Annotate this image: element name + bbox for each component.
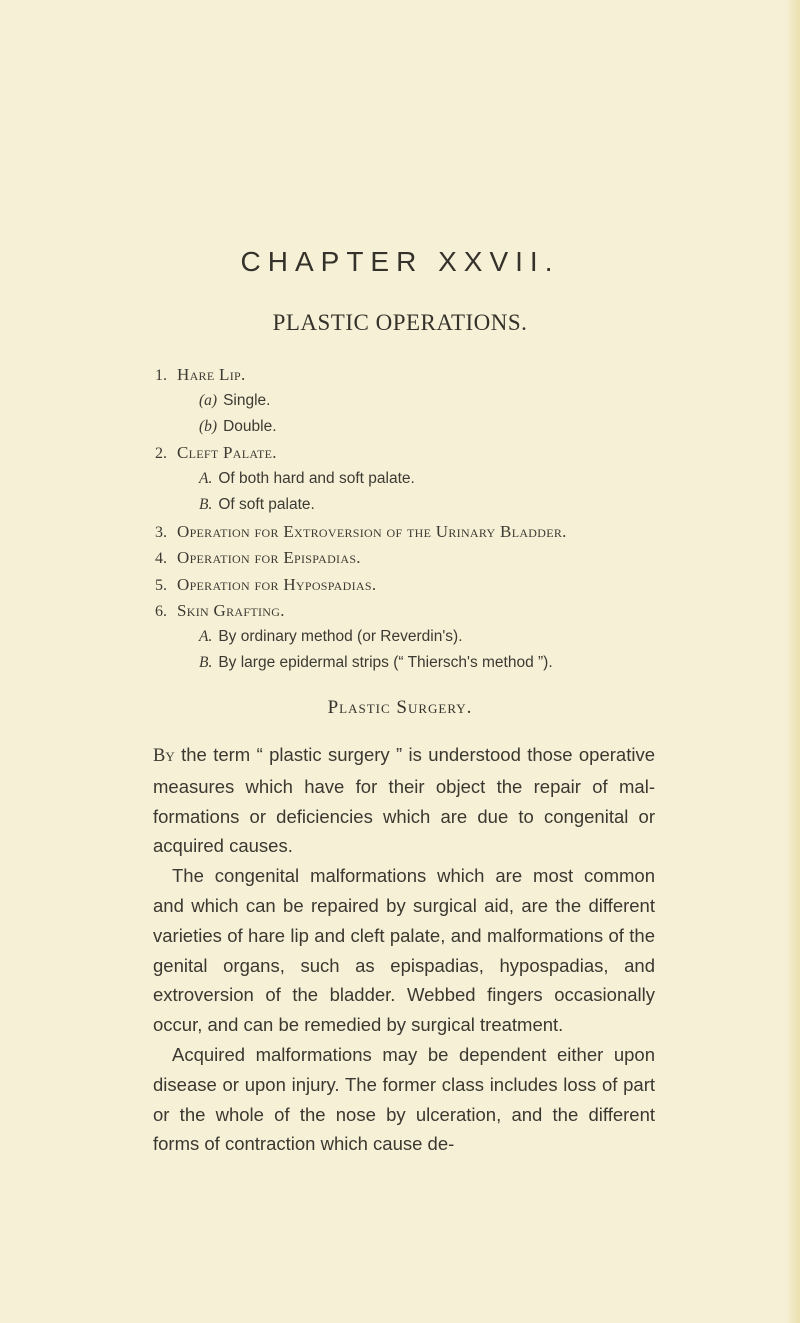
item-label: Skin Grafting. xyxy=(177,601,285,620)
subitem-text: By large epidermal strips (“ Thiersch's method ”). xyxy=(218,654,553,671)
item-number: 1. xyxy=(155,367,167,384)
item-label: Operation for Epispadias. xyxy=(177,548,361,567)
subitem-mark: A. xyxy=(199,628,213,645)
item-number: 3. xyxy=(155,524,167,541)
page-edge xyxy=(786,0,800,1323)
item-label: Cleft Palate. xyxy=(177,443,277,462)
subitem-mark: B. xyxy=(199,654,213,671)
chapter-title: PLASTIC OPERATIONS. xyxy=(272,310,528,335)
chapter-heading: CHAPTER XXVII. xyxy=(240,246,560,277)
item-number: 6. xyxy=(155,603,167,620)
subitem-mark: A. xyxy=(199,470,213,487)
body-text xyxy=(153,740,655,1159)
contents-item xyxy=(155,598,285,624)
subitem-mark: (b) xyxy=(199,418,218,435)
contents-subitem xyxy=(199,466,415,492)
item-number: 2. xyxy=(155,445,167,462)
contents-subitem xyxy=(199,650,553,676)
contents-item xyxy=(155,572,376,598)
contents-item xyxy=(155,545,361,571)
subitem-mark: B. xyxy=(199,496,213,513)
section-heading: Plastic Surgery. xyxy=(327,697,473,718)
contents-subitem xyxy=(199,492,315,518)
item-label: Operation for Extroversion of the Urinary Bladder. xyxy=(177,522,567,541)
item-number: 5. xyxy=(155,577,167,594)
contents-item xyxy=(155,519,567,545)
paragraph: The congenital malformations which are most common and which can be repaired by surgical aid, are the different varieties of hare lip and cleft palate, and malformations of the genital organs, such as epispadias, hypospadias, and extroversion of the bladder. Webbed fingers occasionally occur, and can be remedied by surgical treatment. xyxy=(153,865,655,1036)
paragraph: Acquired malformations may be dependent either upon disease or upon injury. The former class includes loss of part or the whole of the nose by ulceration, and the different forms of contraction which cause de- xyxy=(153,1043,655,1155)
subitem-mark: (a) xyxy=(199,392,218,409)
contents-item xyxy=(155,440,277,466)
contents-subitem xyxy=(199,624,463,650)
paragraph-text: the term “ plastic surgery ” is understood those operative measures which have for their object the repair of mal-formations or deficiencies which are due to congenital or acquired causes. xyxy=(153,744,655,857)
paragraph-initial-word: By xyxy=(153,746,175,766)
item-label: Operation for Hypospadias. xyxy=(177,575,377,594)
subitem-text: Double. xyxy=(223,418,277,435)
contents-item xyxy=(155,362,246,388)
subitem-text: Single. xyxy=(223,392,271,409)
paragraph xyxy=(153,740,655,861)
item-label: Hare Lip. xyxy=(177,365,246,384)
subitem-text: Of both hard and soft palate. xyxy=(218,470,415,487)
item-number: 4. xyxy=(155,550,167,567)
subitem-text: Of soft palate. xyxy=(218,496,315,513)
contents-subitem xyxy=(199,388,270,414)
subitem-text: By ordinary method (or Reverdin's). xyxy=(218,628,463,645)
contents-subitem xyxy=(199,414,277,440)
